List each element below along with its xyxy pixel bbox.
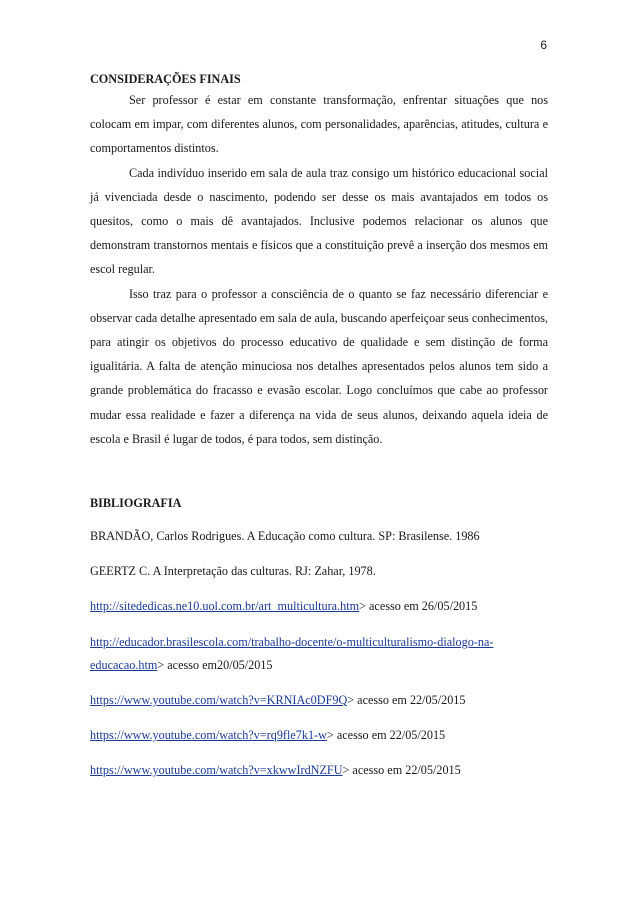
section-heading-consideracoes: CONSIDERAÇÕES FINAIS (90, 72, 241, 86)
document-body (90, 70, 548, 794)
reference-item (90, 525, 548, 548)
section-heading-bibliografia: BIBLIOGRAFIA (90, 496, 182, 511)
page-number: 6 (540, 38, 547, 52)
reference-access-date: > acesso em 22/05/2015 (347, 692, 466, 707)
reference-text: GEERTZ C. A Interpretação das culturas. RJ: Zahar, 1978. (90, 564, 376, 579)
paragraph: Cada indivíduo inserido em sala de aula traz consigo um histórico educacional social já vivenciada desde o nascimento, podendo ser desse os mais avantajados em todos os quesitos, como o mais dê avantajados. Inclusive podemos relacionar os alunos que demonstram transtornos mentais e físicos que a constituição prevê a inserção dos mesmos em escol regular. (90, 165, 548, 277)
paragraph: Isso traz para o professor a consciência de o quanto se faz necessário diferenciar e observar cada detalhe apresentado em sala de aula, buscando aperfeiçoar seus conhecimentos, para atingir os objetivos do processo educativo de qualidade e sem distinção de forma igualitária. A falta de atenção minuciosa nos detalhes apresentados pelos alunos tem sido a grande problemática do fracasso e evasão escolar. Logo concluímos que cabe ao professor mudar essa realidade e fazer a diferença na vida de seus alunos, deixando aquela ideia de escola e Brasil é lugar de todos, é para todos, sem distinção. (90, 286, 548, 446)
reference-link[interactable]: https://www.youtube.com/watch?v=rq9fle7k1-w (90, 727, 327, 742)
reference-text: BRANDÃO, Carlos Rodrigues. A Educação como cultura. SP: Brasilense. 1986 (90, 529, 480, 544)
reference-link[interactable]: http://educador.brasilescola.com/trabalho-docente/o-multiculturalismo-dialogo-na-educacao.htm (90, 634, 494, 672)
reference-item (90, 689, 548, 712)
reference-item (90, 724, 548, 747)
reference-access-date: > acesso em20/05/2015 (157, 657, 273, 672)
reference-access-date: > acesso em 22/05/2015 (342, 763, 461, 778)
reference-item (90, 759, 548, 782)
reference-link[interactable]: https://www.youtube.com/watch?v=KRNIAc0DF9Q (90, 692, 348, 707)
reference-access-date: > acesso em 26/05/2015 (359, 599, 478, 614)
reference-item (90, 560, 548, 583)
reference-link[interactable]: http://sitededicas.ne10.uol.com.br/art_multicultura.htm (90, 599, 360, 614)
reference-item (90, 595, 548, 618)
reference-link[interactable]: https://www.youtube.com/watch?v=xkwwIrdNZFU (90, 763, 343, 778)
reference-item (90, 631, 548, 677)
reference-access-date: > acesso em 22/05/2015 (326, 727, 446, 742)
reference-list (90, 525, 548, 782)
paragraph: Ser professor é estar em constante transformação, enfrentar situações que nos colocam em impar, com diferentes alunos, com personalidades, aparências, atitudes, cultura e comportamentos distintos. (90, 93, 548, 156)
